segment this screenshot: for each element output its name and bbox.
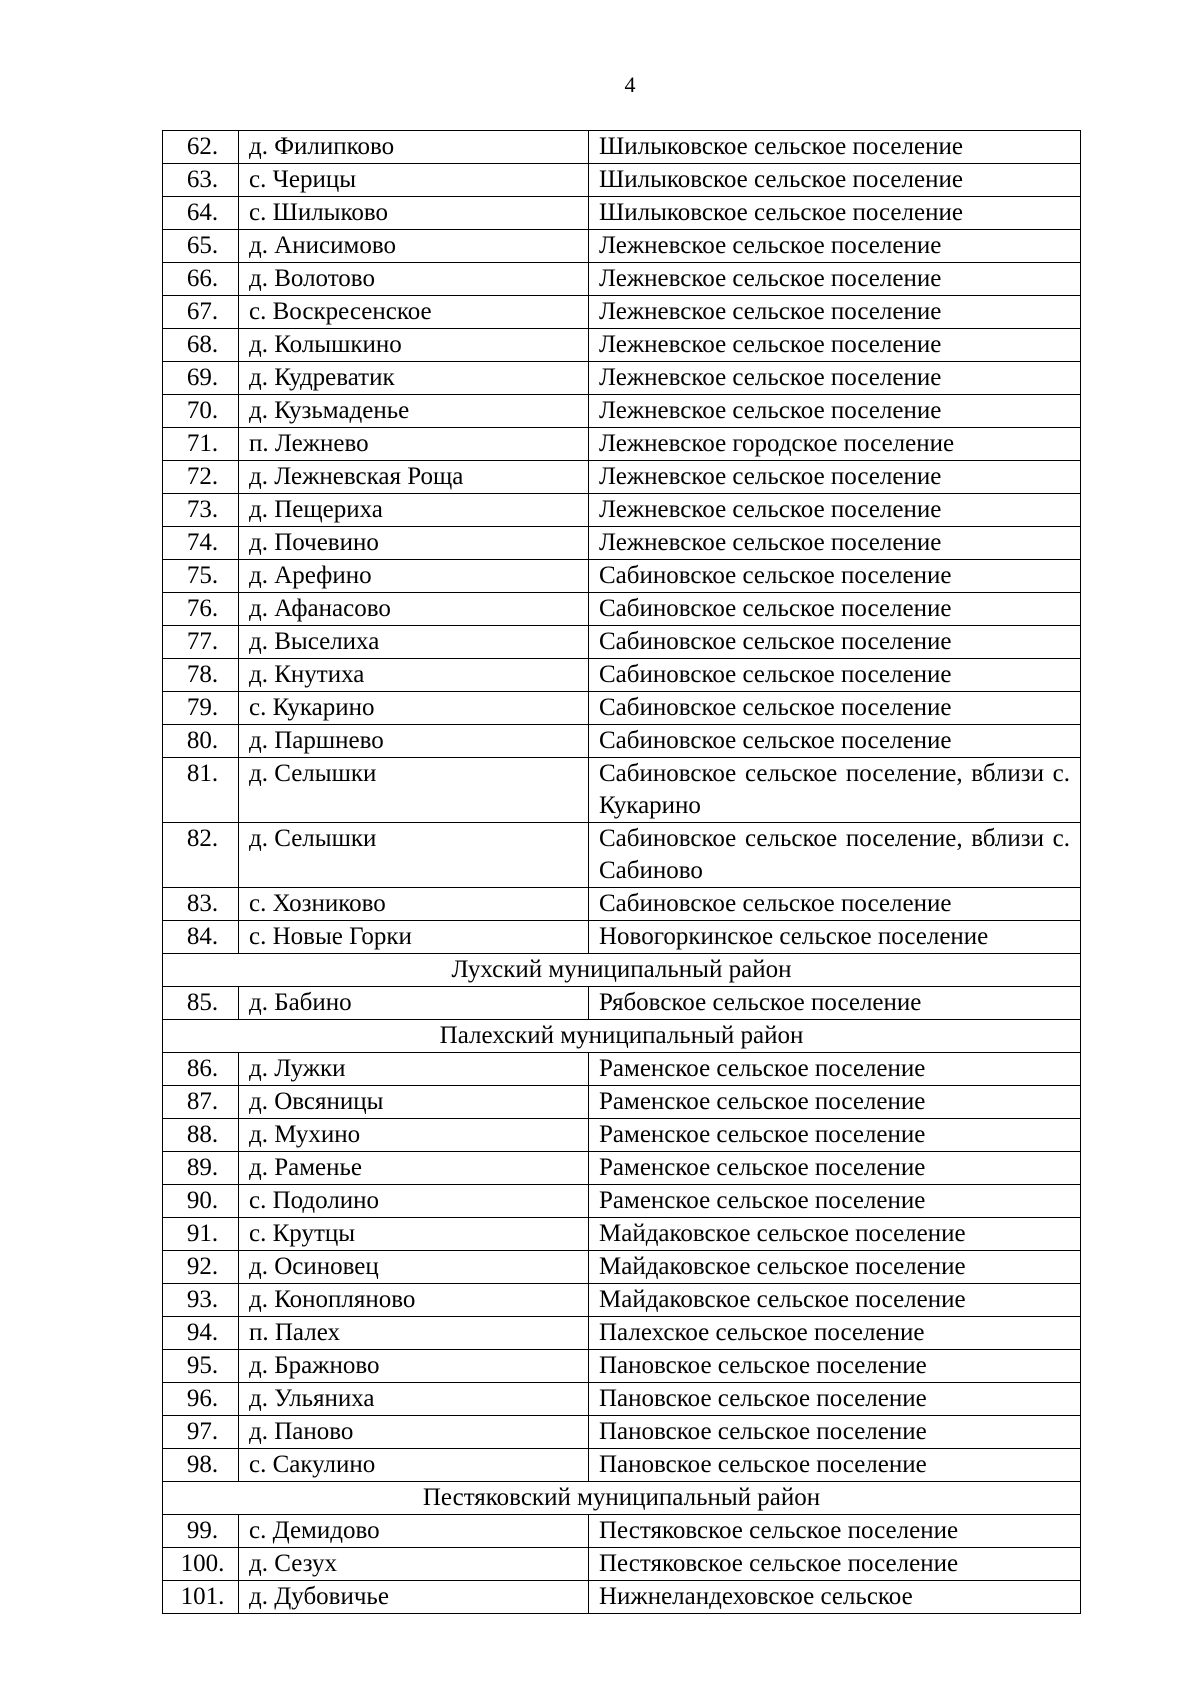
row-number: 97. <box>163 1416 239 1449</box>
municipality-name: Сабиновское сельское поселение <box>589 593 1081 626</box>
municipality-name: Раменское сельское поселение <box>589 1185 1081 1218</box>
table-row <box>163 197 1081 230</box>
municipality-name: Майдаковское сельское поселение <box>589 1251 1081 1284</box>
table-row <box>163 1152 1081 1185</box>
settlement-name: с. Демидово <box>239 1515 589 1548</box>
settlement-name: д. Лежневская Роща <box>239 461 589 494</box>
table-row <box>163 560 1081 593</box>
settlement-name: п. Лежнево <box>239 428 589 461</box>
table-row <box>163 527 1081 560</box>
row-number: 84. <box>163 921 239 954</box>
table-body <box>163 131 1081 1614</box>
row-number: 62. <box>163 131 239 164</box>
settlement-name: д. Филипково <box>239 131 589 164</box>
settlement-name: д. Почевино <box>239 527 589 560</box>
table-row <box>163 494 1081 527</box>
settlement-name: с. Крутцы <box>239 1218 589 1251</box>
row-number: 87. <box>163 1086 239 1119</box>
table-row <box>163 1251 1081 1284</box>
municipality-name: Пестяковское сельское поселение <box>589 1515 1081 1548</box>
municipality-name: Сабиновское сельское поселение <box>589 888 1081 921</box>
settlement-name: д. Дубовичье <box>239 1581 589 1614</box>
table-row <box>163 428 1081 461</box>
table-row <box>163 1053 1081 1086</box>
settlement-name: д. Кузьмаденье <box>239 395 589 428</box>
municipality-name: Шилыковское сельское поселение <box>589 164 1081 197</box>
table-row <box>163 362 1081 395</box>
municipality-name: Раменское сельское поселение <box>589 1053 1081 1086</box>
table-row <box>163 1119 1081 1152</box>
row-number: 72. <box>163 461 239 494</box>
municipality-name: Лежневское сельское поселение <box>589 296 1081 329</box>
settlement-name: д. Кнутиха <box>239 659 589 692</box>
table-row <box>163 230 1081 263</box>
row-number: 71. <box>163 428 239 461</box>
municipality-name: Раменское сельское поселение <box>589 1119 1081 1152</box>
row-number: 70. <box>163 395 239 428</box>
municipality-name: Новогоркинское сельское поселение <box>589 921 1081 954</box>
municipality-name: Сабиновское сельское поселение, вблизи с. Кукарино <box>589 758 1081 823</box>
row-number: 64. <box>163 197 239 230</box>
row-number: 91. <box>163 1218 239 1251</box>
row-number: 89. <box>163 1152 239 1185</box>
table-row <box>163 888 1081 921</box>
settlement-name: д. Мухино <box>239 1119 589 1152</box>
settlement-name: д. Селышки <box>239 823 589 888</box>
municipality-name: Сабиновское сельское поселение <box>589 692 1081 725</box>
settlement-name: д. Осиновец <box>239 1251 589 1284</box>
table-row <box>163 725 1081 758</box>
row-number: 99. <box>163 1515 239 1548</box>
municipality-name: Раменское сельское поселение <box>589 1086 1081 1119</box>
municipality-name: Сабиновское сельское поселение <box>589 659 1081 692</box>
settlement-name: с. Черицы <box>239 164 589 197</box>
row-number: 98. <box>163 1449 239 1482</box>
table-row <box>163 329 1081 362</box>
table-row <box>163 1350 1081 1383</box>
municipality-name: Пановское сельское поселение <box>589 1449 1081 1482</box>
settlement-name: д. Паново <box>239 1416 589 1449</box>
settlement-name: д. Сезух <box>239 1548 589 1581</box>
table-row <box>163 1581 1081 1614</box>
municipality-name: Лежневское сельское поселение <box>589 395 1081 428</box>
row-number: 78. <box>163 659 239 692</box>
municipality-name: Пановское сельское поселение <box>589 1383 1081 1416</box>
district-header-row <box>163 1020 1081 1053</box>
row-number: 90. <box>163 1185 239 1218</box>
municipality-name: Пестяковское сельское поселение <box>589 1548 1081 1581</box>
municipality-name: Лежневское сельское поселение <box>589 263 1081 296</box>
row-number: 85. <box>163 987 239 1020</box>
district-name: Палехский муниципальный район <box>163 1020 1081 1053</box>
municipality-name: Шилыковское сельское поселение <box>589 197 1081 230</box>
table-row <box>163 593 1081 626</box>
row-number: 80. <box>163 725 239 758</box>
settlement-name: д. Волотово <box>239 263 589 296</box>
settlement-name: д. Селышки <box>239 758 589 823</box>
table-row <box>163 164 1081 197</box>
table-row <box>163 1185 1081 1218</box>
row-number: 67. <box>163 296 239 329</box>
table-row <box>163 1515 1081 1548</box>
row-number: 66. <box>163 263 239 296</box>
municipality-name: Пановское сельское поселение <box>589 1416 1081 1449</box>
row-number: 88. <box>163 1119 239 1152</box>
settlement-name: д. Выселиха <box>239 626 589 659</box>
row-number: 75. <box>163 560 239 593</box>
table-row <box>163 921 1081 954</box>
row-number: 65. <box>163 230 239 263</box>
row-number: 96. <box>163 1383 239 1416</box>
municipality-name: Рябовское сельское поселение <box>589 987 1081 1020</box>
district-name: Пестяковский муниципальный район <box>163 1482 1081 1515</box>
municipality-name: Сабиновское сельское поселение <box>589 560 1081 593</box>
row-number: 73. <box>163 494 239 527</box>
page-number: 4 <box>624 72 636 97</box>
municipality-name: Лежневское сельское поселение <box>589 461 1081 494</box>
table-row <box>163 626 1081 659</box>
row-number: 82. <box>163 823 239 888</box>
municipality-name: Сабиновское сельское поселение <box>589 725 1081 758</box>
row-number: 77. <box>163 626 239 659</box>
district-name: Лухский муниципальный район <box>163 954 1081 987</box>
municipality-name: Лежневское городское поселение <box>589 428 1081 461</box>
settlement-name: д. Ульяниха <box>239 1383 589 1416</box>
settlement-name: д. Пещериха <box>239 494 589 527</box>
table-row <box>163 461 1081 494</box>
row-number: 69. <box>163 362 239 395</box>
table-row <box>163 1218 1081 1251</box>
municipality-name: Палехское сельское поселение <box>589 1317 1081 1350</box>
settlement-name: д. Колышкино <box>239 329 589 362</box>
settlement-name: с. Сакулино <box>239 1449 589 1482</box>
row-number: 81. <box>163 758 239 823</box>
settlement-name: д. Бабино <box>239 987 589 1020</box>
municipality-name: Лежневское сельское поселение <box>589 494 1081 527</box>
table-row <box>163 263 1081 296</box>
row-number: 63. <box>163 164 239 197</box>
settlement-name: д. Анисимово <box>239 230 589 263</box>
municipality-name: Сабиновское сельское поселение, вблизи с. Сабиново <box>589 823 1081 888</box>
district-header-row <box>163 954 1081 987</box>
settlement-name: д. Лужки <box>239 1053 589 1086</box>
table-row <box>163 758 1081 823</box>
table-row <box>163 296 1081 329</box>
settlement-name: п. Палех <box>239 1317 589 1350</box>
table-row <box>163 1449 1081 1482</box>
municipality-name: Лежневское сельское поселение <box>589 230 1081 263</box>
row-number: 76. <box>163 593 239 626</box>
settlement-name: с. Подолино <box>239 1185 589 1218</box>
row-number: 79. <box>163 692 239 725</box>
row-number: 95. <box>163 1350 239 1383</box>
municipality-name: Лежневское сельское поселение <box>589 527 1081 560</box>
settlement-name: с. Новые Горки <box>239 921 589 954</box>
row-number: 93. <box>163 1284 239 1317</box>
table-row <box>163 659 1081 692</box>
district-header-row <box>163 1482 1081 1515</box>
row-number: 83. <box>163 888 239 921</box>
settlement-name: д. Арефино <box>239 560 589 593</box>
table-row <box>163 692 1081 725</box>
table-row <box>163 823 1081 888</box>
municipality-name: Лежневское сельское поселение <box>589 362 1081 395</box>
municipality-name: Раменское сельское поселение <box>589 1152 1081 1185</box>
table-row <box>163 131 1081 164</box>
settlements-table <box>162 130 1081 1614</box>
settlement-name: д. Афанасово <box>239 593 589 626</box>
table-row <box>163 1383 1081 1416</box>
municipality-name: Шилыковское сельское поселение <box>589 131 1081 164</box>
row-number: 92. <box>163 1251 239 1284</box>
row-number: 68. <box>163 329 239 362</box>
settlement-name: с. Кукарино <box>239 692 589 725</box>
row-number: 86. <box>163 1053 239 1086</box>
settlement-name: д. Конопляново <box>239 1284 589 1317</box>
municipality-name: Нижнеландеховское сельское <box>589 1581 1081 1614</box>
municipality-name: Майдаковское сельское поселение <box>589 1284 1081 1317</box>
municipality-name: Майдаковское сельское поселение <box>589 1218 1081 1251</box>
row-number: 94. <box>163 1317 239 1350</box>
row-number: 100. <box>163 1548 239 1581</box>
table-row <box>163 1284 1081 1317</box>
row-number: 101. <box>163 1581 239 1614</box>
settlement-name: д. Раменье <box>239 1152 589 1185</box>
settlement-name: д. Бражново <box>239 1350 589 1383</box>
table-row <box>163 987 1081 1020</box>
settlement-name: д. Паршнево <box>239 725 589 758</box>
row-number: 74. <box>163 527 239 560</box>
table-row <box>163 1317 1081 1350</box>
settlement-name: д. Овсяницы <box>239 1086 589 1119</box>
settlement-name: с. Хозниково <box>239 888 589 921</box>
table-row <box>163 1548 1081 1581</box>
table-row <box>163 1416 1081 1449</box>
municipality-name: Лежневское сельское поселение <box>589 329 1081 362</box>
settlement-name: с. Шилыково <box>239 197 589 230</box>
settlement-name: с. Воскресенское <box>239 296 589 329</box>
table-row <box>163 1086 1081 1119</box>
municipality-name: Сабиновское сельское поселение <box>589 626 1081 659</box>
settlement-name: д. Кудреватик <box>239 362 589 395</box>
table-row <box>163 395 1081 428</box>
municipality-name: Пановское сельское поселение <box>589 1350 1081 1383</box>
